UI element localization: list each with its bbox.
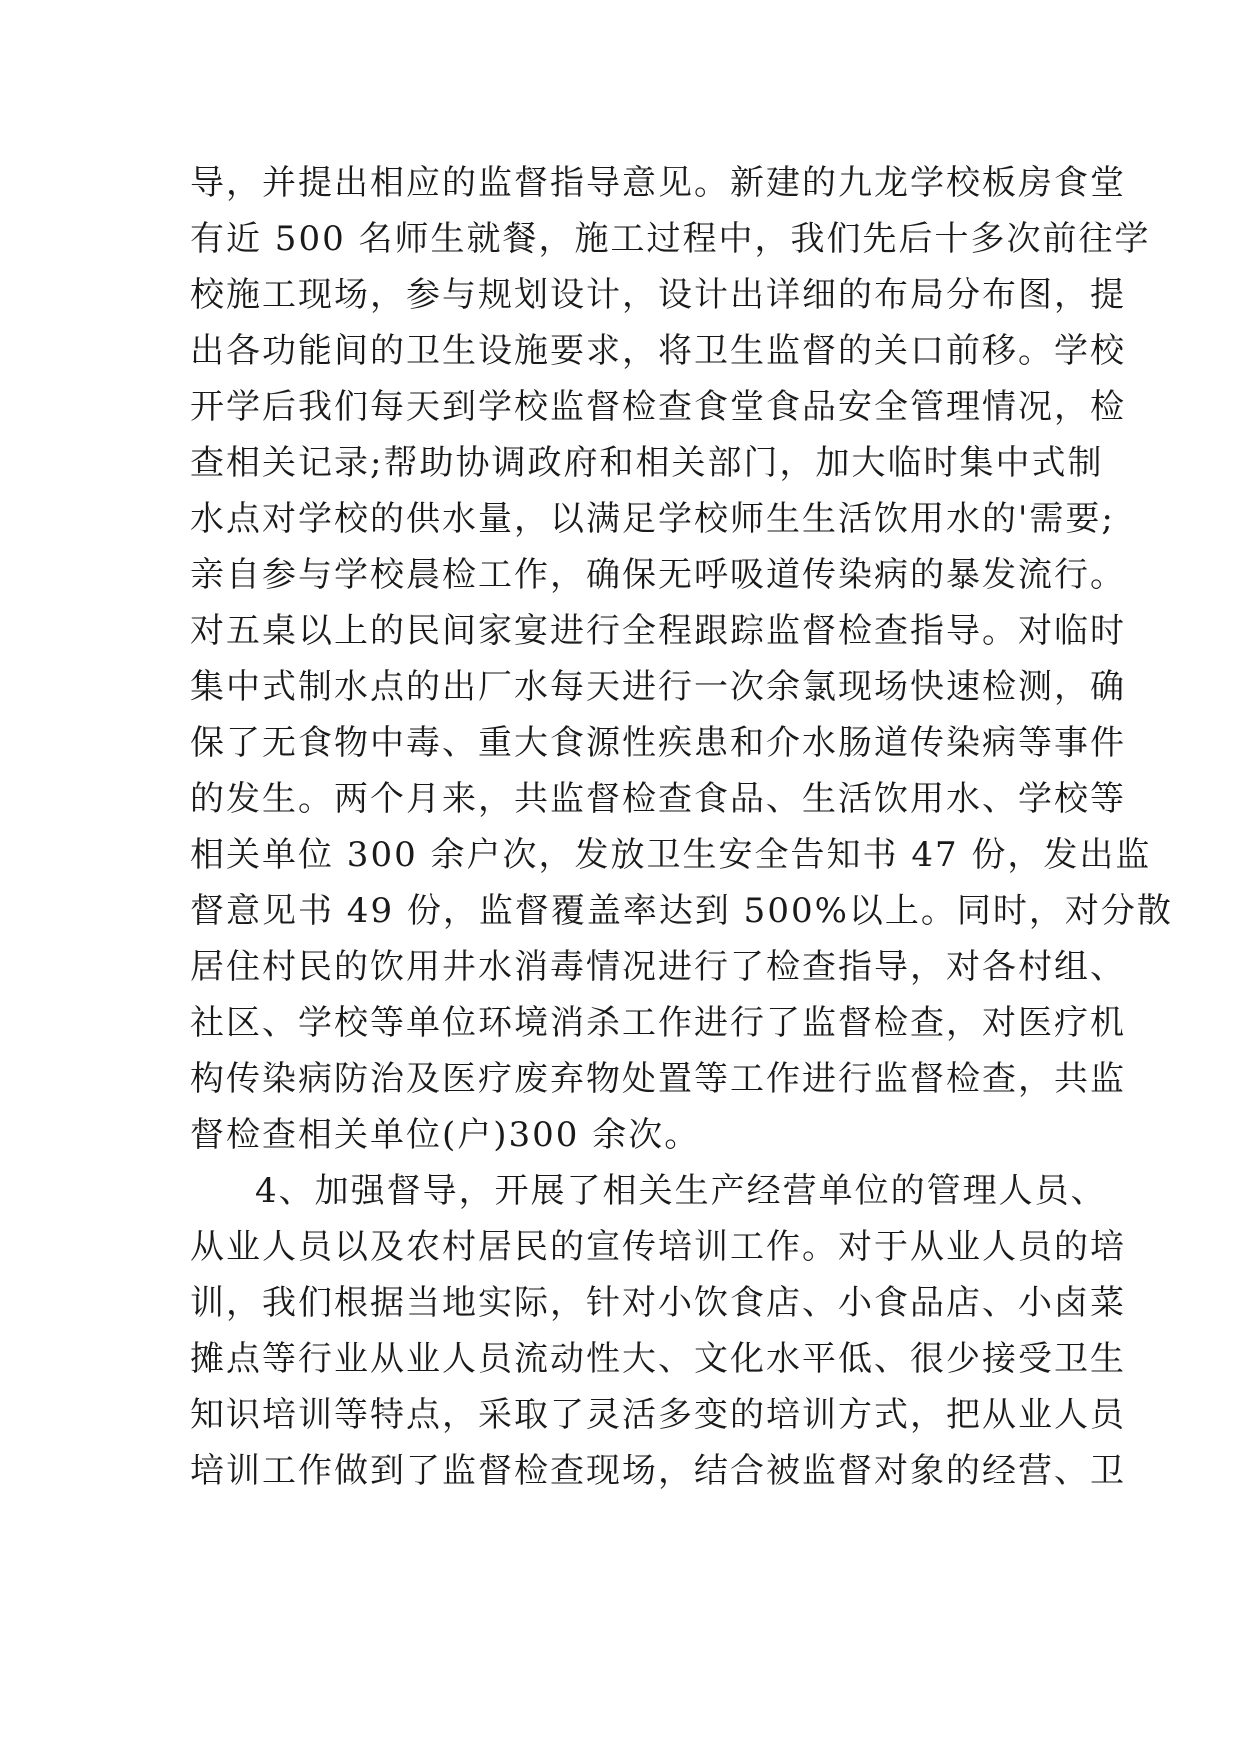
text-line: 有近 500 名师生就餐，施工过程中，我们先后十多次前往学 bbox=[190, 219, 1151, 259]
text-line: 摊点等行业从业人员流动性大、文化水平低、很少接受卫生 bbox=[190, 1339, 1126, 1379]
text-line: 从业人员以及农村居民的宣传培训工作。对于从业人员的培 bbox=[190, 1227, 1126, 1267]
text-line: 的发生。两个月来，共监督检查食品、生活饮用水、学校等 bbox=[190, 779, 1126, 819]
text-line: 社区、学校等单位环境消杀工作进行了监督检查，对医疗机 bbox=[190, 1003, 1126, 1043]
text-line: 构传染病防治及医疗废弃物处置等工作进行监督检查，共监 bbox=[190, 1059, 1126, 1099]
text-line: 对五桌以上的民间家宴进行全程跟踪监督检查指导。对临时 bbox=[190, 611, 1126, 651]
text-line: 开学后我们每天到学校监督检查食堂食品安全管理情况，检 bbox=[190, 387, 1126, 427]
text-line: 培训工作做到了监督检查现场，结合被监督对象的经营、卫 bbox=[190, 1451, 1126, 1491]
text-line: 督检查相关单位(户)300 余次。 bbox=[190, 1115, 701, 1155]
text-line: 督意见书 49 份，监督覆盖率达到 500%以上。同时，对分散 bbox=[190, 891, 1173, 931]
text-line: 相关单位 300 余户次，发放卫生安全告知书 47 份，发出监 bbox=[190, 835, 1152, 875]
text-line: 查相关记录;帮助协调政府和相关部门，加大临时集中式制 bbox=[190, 443, 1104, 483]
text-line: 水点对学校的供水量，以满足学校师生生活饮用水的'需要; bbox=[190, 499, 1115, 539]
text-line: 亲自参与学校晨检工作，确保无呼吸道传染病的暴发流行。 bbox=[190, 555, 1126, 595]
text-line: 保了无食物中毒、重大食源性疾患和介水肠道传染病等事件 bbox=[190, 723, 1126, 763]
text-line: 知识培训等特点，采取了灵活多变的培训方式，把从业人员 bbox=[190, 1395, 1126, 1435]
text-line: 居住村民的饮用井水消毒情况进行了检查指导，对各村组、 bbox=[190, 947, 1126, 987]
text-line: 训，我们根据当地实际，针对小饮食店、小食品店、小卤菜 bbox=[190, 1283, 1126, 1323]
text-line: 集中式制水点的出厂水每天进行一次余氯现场快速检测，确 bbox=[190, 667, 1126, 707]
text-line: 导，并提出相应的监督指导意见。新建的九龙学校板房食堂 bbox=[190, 163, 1126, 203]
text-line: 校施工现场，参与规划设计，设计出详细的布局分布图，提 bbox=[190, 275, 1126, 315]
paragraph-start-line: 4、加强督导，开展了相关生产经营单位的管理人员、 bbox=[255, 1171, 1107, 1211]
body-text bbox=[190, 155, 1173, 1499]
text-line: 出各功能间的卫生设施要求，将卫生监督的关口前移。学校 bbox=[190, 331, 1126, 371]
